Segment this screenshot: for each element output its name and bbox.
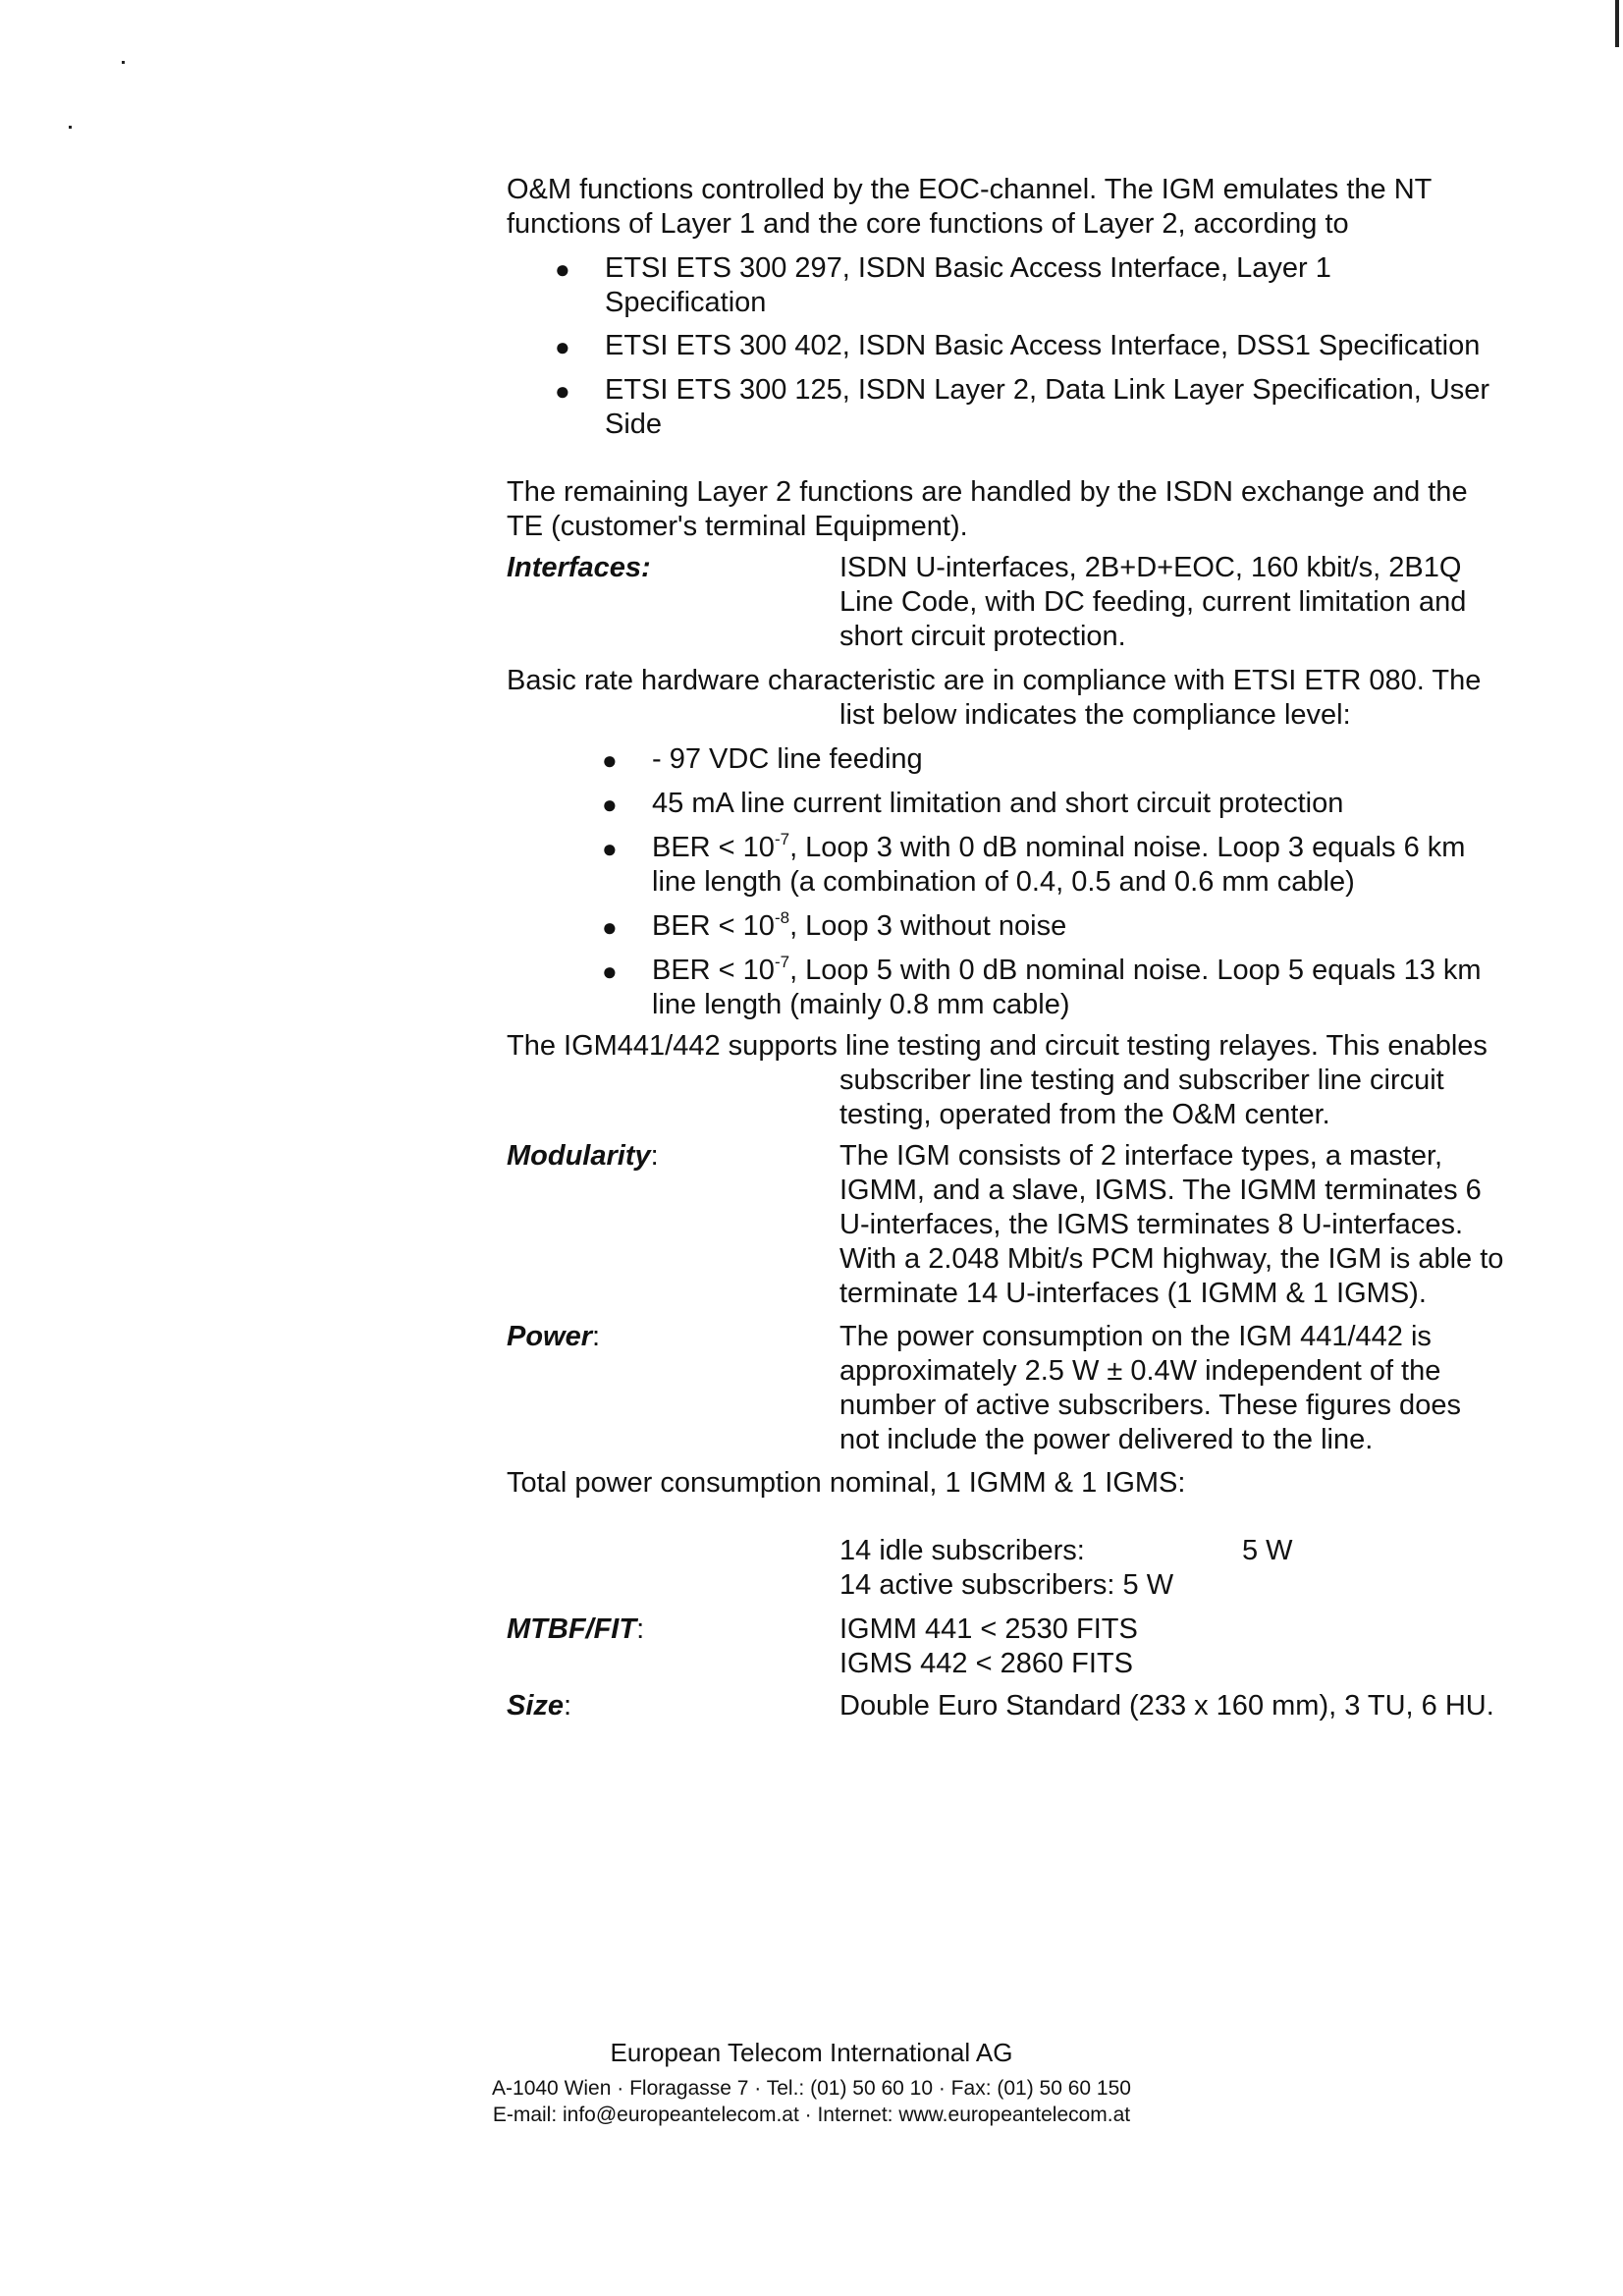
list-item: ETSI ETS 300 125, ISDN Layer 2, Data Link Layer Specification, User Side xyxy=(605,374,1490,440)
basic-rate-paragraph: Basic rate hardware characteristic are in compliance with ETSI ETR 080. The list below indicates the compliance level: xyxy=(507,665,1482,731)
scan-edge-mark xyxy=(1615,0,1619,47)
list-item: 45 mA line current limitation and short circuit protection xyxy=(652,788,1344,819)
footer-address: A-1040 Wien · Floragasse 7 · Tel.: (01) 50 60 10 · Fax: (01) 50 60 150 xyxy=(492,2077,1131,2100)
scan-speck xyxy=(122,61,125,64)
list-item: BER < $10^{-7}$, Loop 3 with 0 dB nominal noise. Loop 3 equals 6 km line length (a combination of 0.4, 0.5 and 0.6 mm cable) xyxy=(652,830,1466,898)
mtbf-value: IGMM 441 < 2530 FITS IGMS 442 < 2860 FITS xyxy=(839,1613,1138,1679)
interfaces-label: Interfaces: xyxy=(507,552,651,583)
remaining-paragraph: The remaining Layer 2 functions are handled by the ISDN exchange and the TE (customer's terminal Equipment). xyxy=(507,476,1468,542)
footer-company: European Telecom International AG xyxy=(610,2038,1013,2067)
idle-subscribers-label: 14 idle subscribers: xyxy=(839,1535,1085,1566)
list-item: - 97 VDC line feeding xyxy=(652,743,923,775)
modularity-value: The IGM consists of 2 interface types, a master, IGMM, and a slave, IGMS. The IGMM terminates 6 U-interfaces, the IGMS terminates 8 U-interfaces. With a 2.048 Mbit/s PCM highway, the IGM is able to terminate 14 U-interfaces (1 IGMM & 1 IGMS). xyxy=(839,1140,1504,1309)
list-item: ETSI ETS 300 402, ISDN Basic Access Interface, DSS1 Specification xyxy=(605,330,1481,361)
bullet-icon: ● xyxy=(602,745,618,775)
bullet-icon: ● xyxy=(555,376,570,406)
idle-subscribers-value: 5 W xyxy=(1242,1535,1293,1566)
interfaces-value: ISDN U-interfaces, 2B+D+EOC, 160 kbit/s, 2B1Q Line Code, with DC feeding, current limitation and short circuit protection. xyxy=(839,552,1467,652)
size-label: Size: xyxy=(507,1690,572,1722)
power-value: The power consumption on the IGM 441/442 is approximately 2.5 W ± 0.4W independent of the number of active subscribers. These figures does not include the power delivered to the line. xyxy=(839,1321,1461,1455)
modularity-label: Modularity: xyxy=(507,1140,659,1172)
mtbf-label: MTBF/FIT: xyxy=(507,1613,645,1645)
list-item: BER < $10^{-8}$, Loop 3 without noise xyxy=(652,908,1067,942)
footer-contact: E-mail: info@europeantelecom.at · Internet: www.europeantelecom.at xyxy=(492,2104,1131,2126)
intro-line: functions of Layer 1 and the core functions of Layer 2, according to xyxy=(507,208,1349,240)
bullet-icon: ● xyxy=(555,332,570,361)
active-subscribers-line: 14 active subscribers: 5 W xyxy=(839,1569,1174,1601)
list-item: ETSI ETS 300 297, ISDN Basic Access Interface, Layer 1 Specification xyxy=(605,252,1331,318)
scan-speck xyxy=(69,126,72,129)
bullet-icon: ● xyxy=(602,957,618,986)
total-power-heading: Total power consumption nominal, 1 IGMM & 1 IGMS: xyxy=(507,1467,1186,1499)
list-item: BER < $10^{-7}$, Loop 5 with 0 dB nominal noise. Loop 5 equals 13 km line length (mainly 0.8 mm cable) xyxy=(652,953,1482,1020)
intro-line: O&M functions controlled by the EOC-channel. The IGM emulates the NT xyxy=(507,174,1433,205)
bullet-icon: ● xyxy=(602,834,618,863)
power-label: Power: xyxy=(507,1321,601,1352)
bullet-icon: ● xyxy=(602,790,618,819)
testing-paragraph: The IGM441/442 supports line testing and circuit testing relayes. This enables subscriber line testing and subscriber line circuit testing, operated from the O&M center. xyxy=(507,1030,1488,1130)
bullet-icon: ● xyxy=(602,912,618,942)
size-value: Double Euro Standard (233 x 160 mm), 3 TU, 6 HU. xyxy=(839,1690,1494,1722)
intro-paragraph xyxy=(507,173,1557,242)
bullet-icon: ● xyxy=(555,254,570,284)
